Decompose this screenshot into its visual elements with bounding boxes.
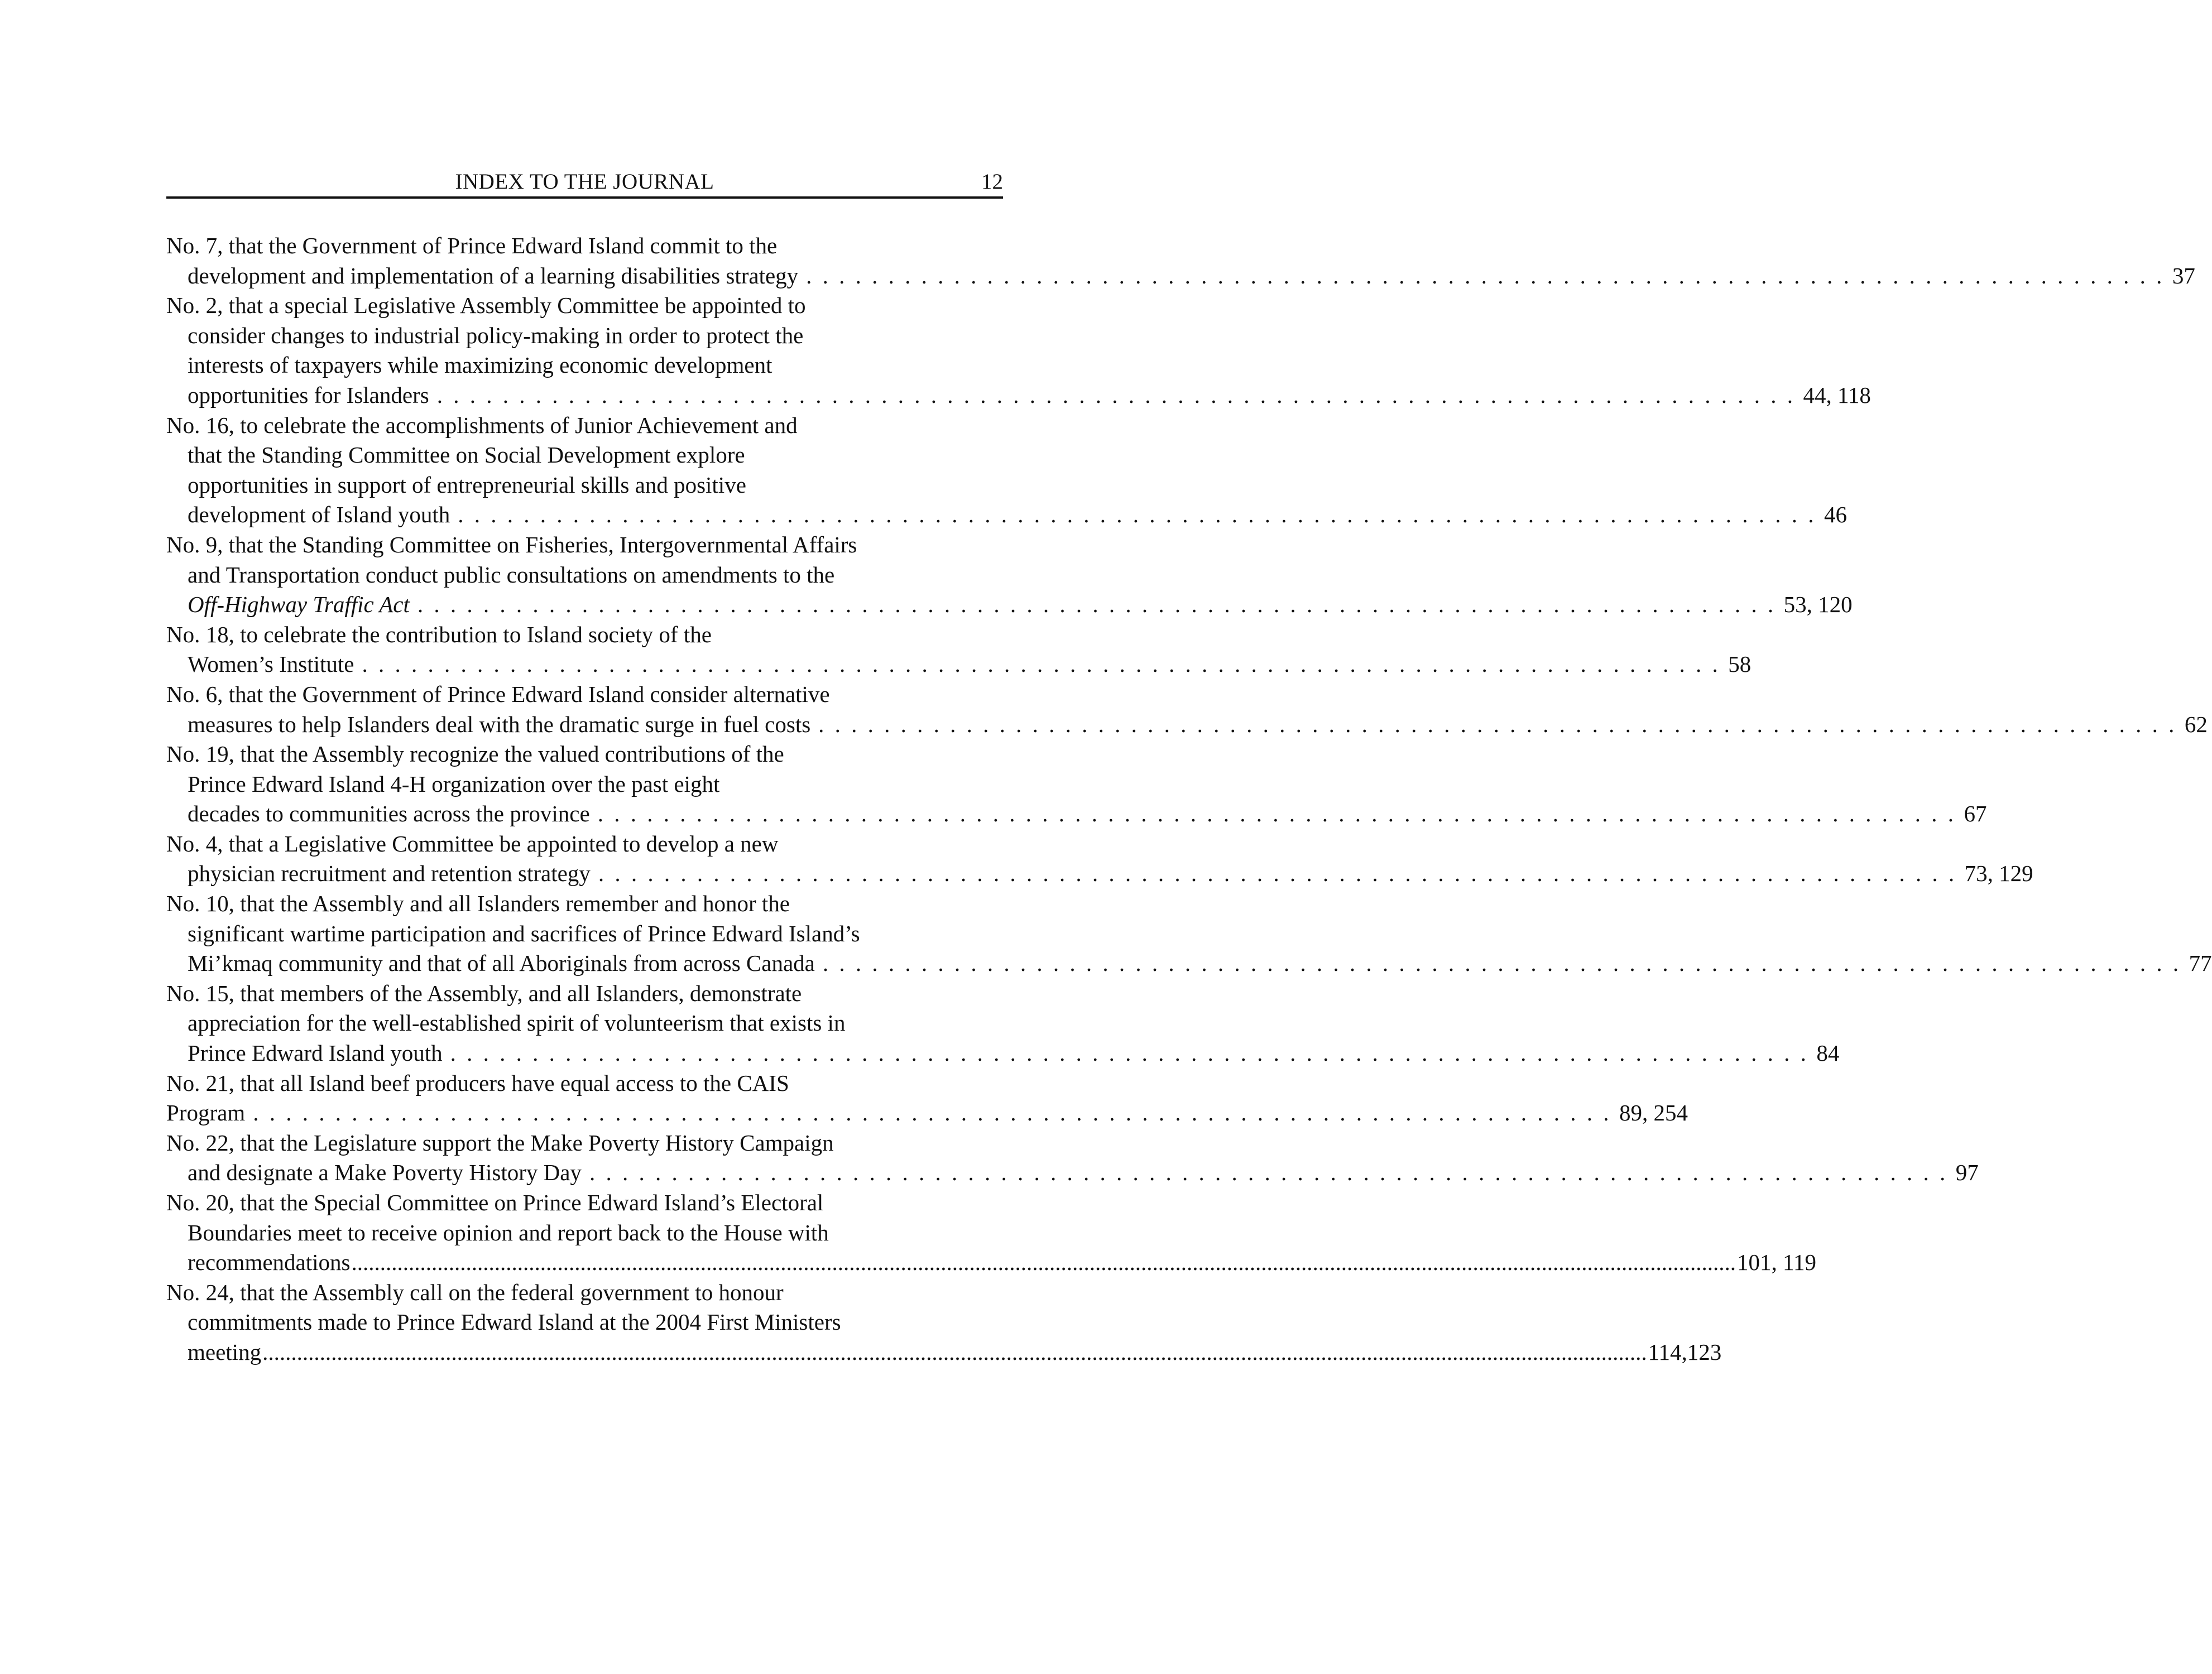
entry-line: No. 2, that a special Legislative Assembly Committee be appointed to bbox=[166, 292, 806, 319]
index-entry bbox=[166, 1188, 1816, 1278]
page-reference: 58 bbox=[1728, 651, 1752, 677]
entry-last-line bbox=[166, 1248, 1816, 1278]
index-entry bbox=[166, 829, 2033, 889]
entry-line: No. 7, that the Government of Prince Edward Island commit to the bbox=[166, 233, 778, 258]
index-entry bbox=[166, 1128, 1979, 1188]
page-reference: 114,123 bbox=[1648, 1339, 1722, 1365]
entry-line: consider changes to industrial policy-making in order to protect the bbox=[188, 322, 804, 348]
entry-line: Prince Edward Island 4-H organization over the past eight bbox=[188, 771, 720, 797]
page-reference: 84 bbox=[1816, 1040, 1840, 1066]
dot-leader: . . . . . . . . . . . . . . . . . . . . . . . . . . . . . . . . . . . . . . . . . . . . . . . . . . . . . . . . . . . . . . . . . . . . . . . . . . . . . . . . . . . bbox=[806, 262, 2165, 288]
dot-leader: . . . . . . . . . . . . . . . . . . . . . . . . . . . . . . . . . . . . . . . . . . . . . . . . . . . . . . . . . . . . . . . . . . . . . . . . . . . . . . . . . . . bbox=[362, 651, 1721, 677]
page-reference: 53, 120 bbox=[1783, 591, 1853, 618]
entry-text: and designate a Make Poverty History Day bbox=[188, 1160, 582, 1186]
dot-leader: . . . . . . . . . . . . . . . . . . . . . . . . . . . . . . . . . . . . . . . . . . . . . . . . . . . . . . . . . . . . . . . . . . . . . . . . . . . . . . . . . . . bbox=[597, 801, 1956, 827]
entry-line: No. 6, that the Government of Prince Edward Island consider alternative bbox=[166, 681, 830, 707]
entry-last-line bbox=[166, 859, 2033, 889]
entry-last-line bbox=[166, 1098, 1688, 1128]
entry-last-line bbox=[166, 261, 2195, 291]
entry-line: No. 20, that the Special Committee on Prince Edward Island’s Electoral bbox=[166, 1190, 824, 1215]
dot-leader: . . . . . . . . . . . . . . . . . . . . . . . . . . . . . . . . . . . . . . . . . . . . . . . . . . . . . . . . . . . . . . . . . . . . . . . . . . . . . . . . . . . bbox=[458, 502, 1817, 528]
dot-leader: . . . . . . . . . . . . . . . . . . . . . . . . . . . . . . . . . . . . . . . . . . . . . . . . . . . . . . . . . . . . . . . . . . . . . . . . . . . . . . . . . . . bbox=[436, 382, 1796, 408]
entry-last-line bbox=[166, 1158, 1979, 1188]
entry-last-line bbox=[166, 949, 2212, 979]
entry-text: decades to communities across the province bbox=[188, 801, 590, 827]
page-reference: 44, 118 bbox=[1803, 382, 1871, 408]
dot-leader: . . . . . . . . . . . . . . . . . . . . . . . . . . . . . . . . . . . . . . . . . . . . . . . . . . . . . . . . . . . . . . . . . . . . . . . . . . . . . . . . . . . bbox=[822, 950, 2181, 977]
entry-line: that the Standing Committee on Social Development explore bbox=[188, 442, 745, 468]
page-title: INDEX TO THE JOURNAL bbox=[455, 170, 714, 194]
page-number: 12 bbox=[981, 170, 1003, 194]
index-entry bbox=[166, 411, 1848, 530]
page-reference: 89, 254 bbox=[1619, 1100, 1688, 1126]
entry-last-line bbox=[166, 1038, 1840, 1069]
entry-text: physician recruitment and retention strategy bbox=[188, 860, 591, 887]
entry-line: appreciation for the well-established spirit of volunteerism that exists in bbox=[188, 1010, 846, 1036]
entry-last-line bbox=[166, 710, 2208, 740]
entry-text: meeting bbox=[188, 1339, 262, 1365]
entry-text: opportunities for Islanders bbox=[188, 382, 429, 408]
entry-line: No. 10, that the Assembly and all Islanders remember and honor the bbox=[166, 891, 790, 917]
index-entry bbox=[166, 979, 1840, 1069]
index-entry bbox=[166, 291, 1871, 410]
entry-line: No. 21, that all Island beef producers have equal access to the CAIS bbox=[166, 1070, 789, 1096]
entry-last-line bbox=[166, 500, 1848, 530]
entry-line: Boundaries meet to receive opinion and report back to the House with bbox=[188, 1219, 829, 1245]
entry-text: Prince Edward Island youth bbox=[188, 1040, 443, 1066]
entry-line: and Transportation conduct public consultations on amendments to the bbox=[188, 561, 835, 588]
index-entries bbox=[166, 231, 2212, 1368]
entry-line: No. 9, that the Standing Committee on Fisheries, Intergovernmental Affairs bbox=[166, 531, 857, 557]
entry-last-line bbox=[166, 650, 1752, 680]
entry-text: Off-Highway Traffic Act bbox=[188, 591, 410, 618]
page-reference: 97 bbox=[1955, 1160, 1979, 1186]
entry-line: No. 22, that the Legislature support the Make Poverty History Campaign bbox=[166, 1129, 834, 1156]
entry-line: No. 18, to celebrate the contribution to Island society of the bbox=[166, 621, 712, 647]
entry-line: commitments made to Prince Edward Island at the 2004 First Ministers bbox=[188, 1309, 841, 1335]
page-header bbox=[166, 167, 1003, 199]
index-entry bbox=[166, 1069, 1688, 1128]
dot-leader: . . . . . . . . . . . . . . . . . . . . . . . . . . . . . . . . . . . . . . . . . . . . . . . . . . . . . . . . . . . . . . . . . . . . . . . . . . . . . . . . . . . bbox=[450, 1040, 1809, 1066]
entry-text: measures to help Islanders deal with the dramatic surge in fuel costs bbox=[188, 711, 811, 737]
page-reference: 46 bbox=[1824, 502, 1848, 528]
page-reference: 62 bbox=[2184, 711, 2208, 737]
index-entry bbox=[166, 231, 2195, 291]
entry-text: development of Island youth bbox=[188, 502, 450, 528]
index-entry bbox=[166, 1278, 1722, 1368]
entry-line: No. 15, that members of the Assembly, and all Islanders, demonstrate bbox=[166, 980, 802, 1006]
entry-text: Mi’kmaq community and that of all Aboriginals from across Canada bbox=[188, 950, 815, 977]
page-reference: 67 bbox=[1964, 801, 1987, 827]
index-entry bbox=[166, 889, 2212, 979]
index-entry bbox=[166, 680, 2208, 739]
entry-line: No. 19, that the Assembly recognize the valued contributions of the bbox=[166, 741, 784, 767]
page-reference: 77 bbox=[2189, 950, 2212, 977]
dot-leader: . . . . . . . . . . . . . . . . . . . . . . . . . . . . . . . . . . . . . . . . . . . . . . . . . . . . . . . . . . . . . . . . . . . . . . . . . . . . . . . . . . . bbox=[818, 711, 2177, 737]
page-reference: 37 bbox=[2172, 262, 2195, 288]
index-entry bbox=[166, 530, 1853, 620]
entry-line: No. 24, that the Assembly call on the federal government to honour bbox=[166, 1279, 784, 1305]
dot-leader: . . . . . . . . . . . . . . . . . . . . . . . . . . . . . . . . . . . . . . . . . . . . . . . . . . . . . . . . . . . . . . . . . . . . . . . . . . . . . . . . . . . bbox=[589, 1160, 1948, 1186]
index-entry bbox=[166, 739, 1987, 829]
entry-line: No. 16, to celebrate the accomplishments of Junior Achievement and bbox=[166, 412, 798, 438]
entry-text: development and implementation of a learning disabilities strategy bbox=[188, 262, 799, 288]
entry-text: Women’s Institute bbox=[188, 651, 354, 677]
entry-last-line bbox=[166, 590, 1853, 620]
entry-last-line bbox=[166, 1338, 1722, 1368]
entry-text: Program bbox=[166, 1100, 246, 1126]
entry-last-line bbox=[166, 799, 1987, 829]
dot-leader: .................................................................................................................................................................................................................................................. bbox=[351, 1249, 1736, 1276]
dot-leader: . . . . . . . . . . . . . . . . . . . . . . . . . . . . . . . . . . . . . . . . . . . . . . . . . . . . . . . . . . . . . . . . . . . . . . . . . . . . . . . . . . . bbox=[253, 1100, 1611, 1126]
dot-leader: . . . . . . . . . . . . . . . . . . . . . . . . . . . . . . . . . . . . . . . . . . . . . . . . . . . . . . . . . . . . . . . . . . . . . . . . . . . . . . . . . . . bbox=[598, 860, 1957, 887]
entry-line: interests of taxpayers while maximizing economic development bbox=[188, 352, 772, 378]
dot-leader: .................................................................................................................................................................................................................................................. bbox=[262, 1339, 1647, 1365]
entry-text: recommendations bbox=[188, 1249, 351, 1276]
entry-line: No. 4, that a Legislative Committee be appointed to develop a new bbox=[166, 830, 779, 857]
entry-last-line bbox=[166, 381, 1871, 411]
page-reference: 101, 119 bbox=[1736, 1249, 1816, 1276]
page-reference: 73, 129 bbox=[1964, 860, 2033, 887]
entry-line: significant wartime participation and sacrifices of Prince Edward Island’s bbox=[188, 920, 860, 946]
entry-line: opportunities in support of entrepreneurial skills and positive bbox=[188, 472, 746, 498]
index-entry bbox=[166, 620, 1752, 680]
dot-leader: . . . . . . . . . . . . . . . . . . . . . . . . . . . . . . . . . . . . . . . . . . . . . . . . . . . . . . . . . . . . . . . . . . . . . . . . . . . . . . . . . . . bbox=[417, 591, 1776, 618]
